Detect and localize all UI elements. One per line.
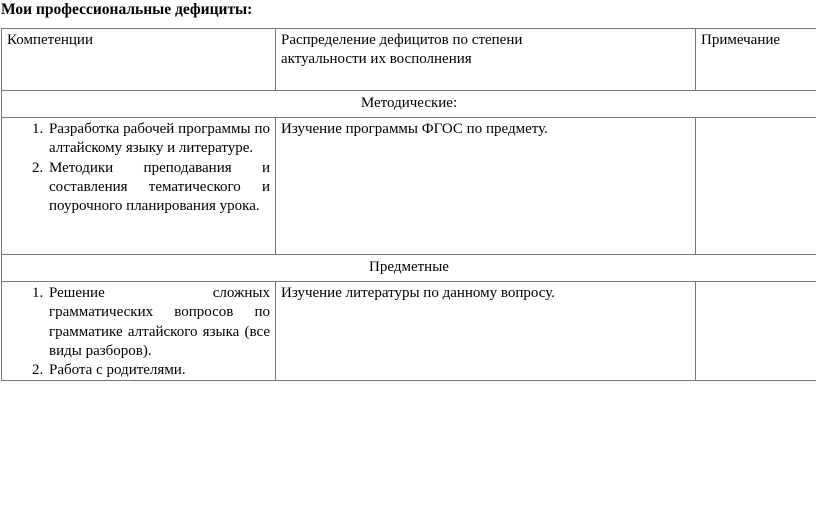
list-item: 2. Работа с родителями. [47,361,270,380]
distribution-cell: Изучение программы ФГОС по предмету. [276,118,696,255]
table-row [2,282,816,381]
list-item: 1. Решение сложных грамматических вопросов по грамматике алтайского языка (все виды разборов). [47,284,270,361]
note-cell [696,118,816,255]
deficits-table [1,28,816,381]
section-subject: Предметные [2,255,816,282]
header-note: Примечание [696,29,816,91]
distribution-cell: Изучение литературы по данному вопросу. [276,282,696,381]
header-distribution: Распределение дефицитов по степени актуальности их восполнения [276,29,696,91]
competencies-cell [2,118,276,255]
section-methodical: Методические: [2,91,816,118]
list-item: 2. Методики преподавания и составления тематического и поурочного планирования урока. [47,159,270,217]
header-competencies: Компетенции [2,29,276,91]
document-title: Мои профессиональные дефициты: [1,1,253,18]
competencies-cell [2,282,276,381]
list-item: 1. Разработка рабочей программы по алтайскому языку и литературе. [47,120,270,159]
note-cell [696,282,816,381]
header-row [2,29,816,91]
table-row [2,118,816,255]
